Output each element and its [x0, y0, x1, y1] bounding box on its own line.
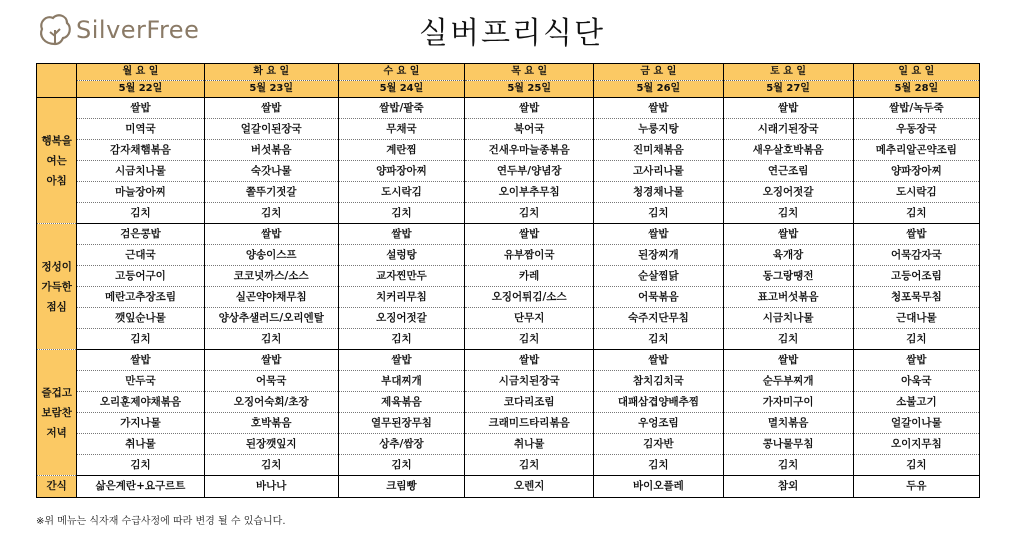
menu-cell: 미역국: [77, 119, 204, 140]
menu-row: [37, 287, 980, 308]
snack-cell: 두유: [853, 476, 979, 498]
menu-cell: 연근조림: [723, 161, 853, 182]
menu-cell: 메란고추장조림: [77, 287, 204, 308]
menu-cell: 검은콩밥: [77, 224, 204, 245]
menu-cell: 메추리알곤약조림: [853, 140, 979, 161]
menu-cell: 김치: [853, 455, 979, 476]
menu-cell: 쌀밥: [465, 350, 594, 371]
menu-cell: 버섯볶음: [204, 140, 338, 161]
day-header: 수 요 일: [338, 64, 464, 81]
day-header: 일 요 일: [853, 64, 979, 81]
menu-cell: 만두국: [77, 371, 204, 392]
menu-cell: 쌀밥: [594, 98, 723, 119]
menu-cell: 양상추샐러드/오리엔탈: [204, 308, 338, 329]
meal-label-line: 보람찬: [41, 406, 72, 419]
menu-cell: 쌀밥: [465, 224, 594, 245]
menu-cell: 된장깻잎지: [204, 434, 338, 455]
menu-cell: 오징어숙회/초장: [204, 392, 338, 413]
menu-cell: 북어국: [465, 119, 594, 140]
page-title: 실버프리식단: [419, 16, 605, 51]
menu-cell: 어묵감자국: [853, 245, 979, 266]
menu-cell: 도시락김: [853, 182, 979, 203]
menu-cell: 오징어튀김/소스: [465, 287, 594, 308]
menu-cell: 쌀밥: [594, 350, 723, 371]
menu-cell: 멸치볶음: [723, 413, 853, 434]
menu-cell: 도시락김: [338, 182, 464, 203]
menu-row: [37, 245, 980, 266]
menu-cell: 동그랑땡전: [723, 266, 853, 287]
menu-cell: 우동장국: [853, 119, 979, 140]
menu-cell: 새우살호박볶음: [723, 140, 853, 161]
menu-cell: 쌀밥: [77, 98, 204, 119]
menu-row: [37, 371, 980, 392]
menu-cell: 얼갈이된장국: [204, 119, 338, 140]
menu-row: [37, 455, 980, 476]
menu-row: [37, 161, 980, 182]
menu-cell: 순살찜닭: [594, 266, 723, 287]
meal-label-line: 점심: [46, 300, 67, 313]
snack-label: 간식: [37, 476, 77, 498]
meal-label-line: 정성이: [41, 260, 72, 273]
menu-row: [37, 98, 980, 119]
menu-cell: 건새우마늘종볶음: [465, 140, 594, 161]
menu-cell: 된장찌개: [594, 245, 723, 266]
meal-label-line: 여는: [46, 154, 67, 167]
menu-row: [37, 224, 980, 245]
menu-cell: 유부짬이국: [465, 245, 594, 266]
menu-cell: 쌀밥: [338, 350, 464, 371]
snack-row: [37, 476, 980, 498]
menu-cell: 김치: [77, 455, 204, 476]
menu-cell: 시금치나물: [723, 308, 853, 329]
menu-cell: 쌀밥: [204, 224, 338, 245]
menu-cell: 감자채햄볶음: [77, 140, 204, 161]
menu-cell: 쌀밥: [594, 224, 723, 245]
menu-cell: 우엉조림: [594, 413, 723, 434]
menu-cell: 가지나물: [77, 413, 204, 434]
menu-cell: 김치: [77, 329, 204, 350]
menu-cell: 김치: [465, 455, 594, 476]
menu-cell: 얼갈이나물: [853, 413, 979, 434]
menu-cell: 김치: [723, 203, 853, 224]
date-header: 5월 26일: [594, 81, 723, 98]
meal-label: [37, 350, 77, 476]
menu-cell: 쌀밥: [853, 350, 979, 371]
menu-cell: 고등어구이: [77, 266, 204, 287]
menu-cell: 부대찌개: [338, 371, 464, 392]
menu-cell: 어묵볶음: [594, 287, 723, 308]
menu-cell: 제육볶음: [338, 392, 464, 413]
menu-cell: 콩나물무침: [723, 434, 853, 455]
menu-row: [37, 266, 980, 287]
menu-cell: 숙주지단무침: [594, 308, 723, 329]
snack-cell: 바이오플레: [594, 476, 723, 498]
menu-cell: 오징어젓갈: [338, 308, 464, 329]
menu-row: [37, 119, 980, 140]
menu-cell: 쌀밥: [853, 224, 979, 245]
day-header: 화 요 일: [204, 64, 338, 81]
menu-row: [37, 329, 980, 350]
menu-cell: 참치김치국: [594, 371, 723, 392]
meal-label-line: 가득한: [41, 280, 72, 293]
menu-cell: 김치: [853, 203, 979, 224]
menu-cell: 코코넛까스/소스: [204, 266, 338, 287]
menu-cell: 치커리무침: [338, 287, 464, 308]
menu-cell: 김치: [204, 329, 338, 350]
menu-cell: 아욱국: [853, 371, 979, 392]
menu-cell: 진미채볶음: [594, 140, 723, 161]
menu-row: [37, 203, 980, 224]
menu-cell: 김치: [853, 329, 979, 350]
day-header: 토 요 일: [723, 64, 853, 81]
menu-cell: 취나물: [77, 434, 204, 455]
brand-name: SilverFree: [76, 16, 200, 44]
menu-cell: 쌀밥: [723, 350, 853, 371]
menu-row: [37, 182, 980, 203]
menu-cell: 시금치된장국: [465, 371, 594, 392]
menu-row: [37, 413, 980, 434]
menu-cell: 크래미드타리볶음: [465, 413, 594, 434]
menu-cell: 육개장: [723, 245, 853, 266]
menu-cell: 깻잎순나물: [77, 308, 204, 329]
menu-cell: 쌀밥/팥죽: [338, 98, 464, 119]
menu-cell: 표고버섯볶음: [723, 287, 853, 308]
date-header: 5월 27일: [723, 81, 853, 98]
meal-label: [37, 98, 77, 224]
menu-cell: 쌀밥: [338, 224, 464, 245]
date-header: 5월 28일: [853, 81, 979, 98]
menu-cell: 양파장아찌: [853, 161, 979, 182]
menu-cell: 상추/쌈장: [338, 434, 464, 455]
menu-cell: 김치: [723, 329, 853, 350]
menu-cell: 청포묵무침: [853, 287, 979, 308]
menu-cell: 쌀밥: [723, 98, 853, 119]
menu-cell: 코다리조림: [465, 392, 594, 413]
menu-cell: 단무지: [465, 308, 594, 329]
menu-cell: 김치: [594, 203, 723, 224]
menu-cell: 취나물: [465, 434, 594, 455]
menu-cell: 쫄뚜기젓갈: [204, 182, 338, 203]
menu-row: [37, 350, 980, 371]
menu-row: [37, 308, 980, 329]
corner-cell: [37, 64, 77, 98]
snack-cell: 오렌지: [465, 476, 594, 498]
meal-label-line: 행복을: [41, 134, 72, 147]
menu-cell: 시래기된장국: [723, 119, 853, 140]
menu-cell: 청경채나물: [594, 182, 723, 203]
date-header: 5월 24일: [338, 81, 464, 98]
menu-cell: 오리훈제야채볶음: [77, 392, 204, 413]
menu-cell: 호박볶음: [204, 413, 338, 434]
snack-cell: 삶은계란+요구르트: [77, 476, 204, 498]
menu-cell: 김치: [723, 455, 853, 476]
menu-row: [37, 434, 980, 455]
menu-cell: 쌀밥: [204, 98, 338, 119]
menu-row: [37, 140, 980, 161]
menu-cell: 고등어조림: [853, 266, 979, 287]
menu-cell: 쌀밥/녹두죽: [853, 98, 979, 119]
date-header: 5월 22일: [77, 81, 204, 98]
menu-cell: 쌀밥: [723, 224, 853, 245]
menu-cell: 오이부추무침: [465, 182, 594, 203]
meal-label-line: 저녁: [46, 426, 67, 439]
snack-cell: 바나나: [204, 476, 338, 498]
menu-cell: 오이지무침: [853, 434, 979, 455]
menu-cell: 무채국: [338, 119, 464, 140]
menu-cell: 대패삼겹양배추찜: [594, 392, 723, 413]
menu-cell: 김치: [338, 203, 464, 224]
menu-cell: 가자미구이: [723, 392, 853, 413]
menu-cell: 김치: [338, 455, 464, 476]
day-header: 목 요 일: [465, 64, 594, 81]
menu-table: [36, 63, 980, 498]
menu-cell: 김치: [594, 329, 723, 350]
menu-cell: 쌀밥: [204, 350, 338, 371]
snack-cell: 크림빵: [338, 476, 464, 498]
footnote: ※위 메뉴는 식자재 수급사정에 따라 변경 될 수 있습니다.: [36, 516, 286, 527]
menu-cell: 김치: [338, 329, 464, 350]
menu-cell: 누룽지탕: [594, 119, 723, 140]
date-header: 5월 23일: [204, 81, 338, 98]
menu-cell: 김치: [204, 203, 338, 224]
menu-cell: 근대국: [77, 245, 204, 266]
menu-cell: 김치: [594, 455, 723, 476]
menu-cell: 어묵국: [204, 371, 338, 392]
menu-row: [37, 392, 980, 413]
menu-cell: 김치: [465, 329, 594, 350]
menu-cell: 근대나물: [853, 308, 979, 329]
menu-cell: 김치: [204, 455, 338, 476]
menu-cell: 시금치나물: [77, 161, 204, 182]
menu-cell: 고사리나물: [594, 161, 723, 182]
meal-label: [37, 224, 77, 350]
meal-label-line: 아침: [46, 174, 67, 187]
day-header: 금 요 일: [594, 64, 723, 81]
menu-cell: 오징어젓갈: [723, 182, 853, 203]
menu-cell: 김치: [77, 203, 204, 224]
menu-cell: 순두부찌개: [723, 371, 853, 392]
menu-cell: 양송이스프: [204, 245, 338, 266]
menu-cell: 쌀밥: [77, 350, 204, 371]
menu-cell: 계란찜: [338, 140, 464, 161]
menu-cell: 카레: [465, 266, 594, 287]
meal-label-line: 즐겁고: [41, 386, 72, 399]
menu-cell: 마늘장아찌: [77, 182, 204, 203]
menu-cell: 실곤약야채무침: [204, 287, 338, 308]
menu-cell: 교자찐만두: [338, 266, 464, 287]
menu-cell: 양파장아찌: [338, 161, 464, 182]
menu-cell: 숙갓나물: [204, 161, 338, 182]
menu-cell: 김자반: [594, 434, 723, 455]
menu-cell: 소불고기: [853, 392, 979, 413]
menu-cell: 쌀밥: [465, 98, 594, 119]
menu-cell: 설렁탕: [338, 245, 464, 266]
snack-cell: 참외: [723, 476, 853, 498]
menu-cell: 열무된장무침: [338, 413, 464, 434]
day-header: 월 요 일: [77, 64, 204, 81]
date-header: 5월 25일: [465, 81, 594, 98]
menu-cell: 연두부/양념장: [465, 161, 594, 182]
menu-cell: 김치: [465, 203, 594, 224]
